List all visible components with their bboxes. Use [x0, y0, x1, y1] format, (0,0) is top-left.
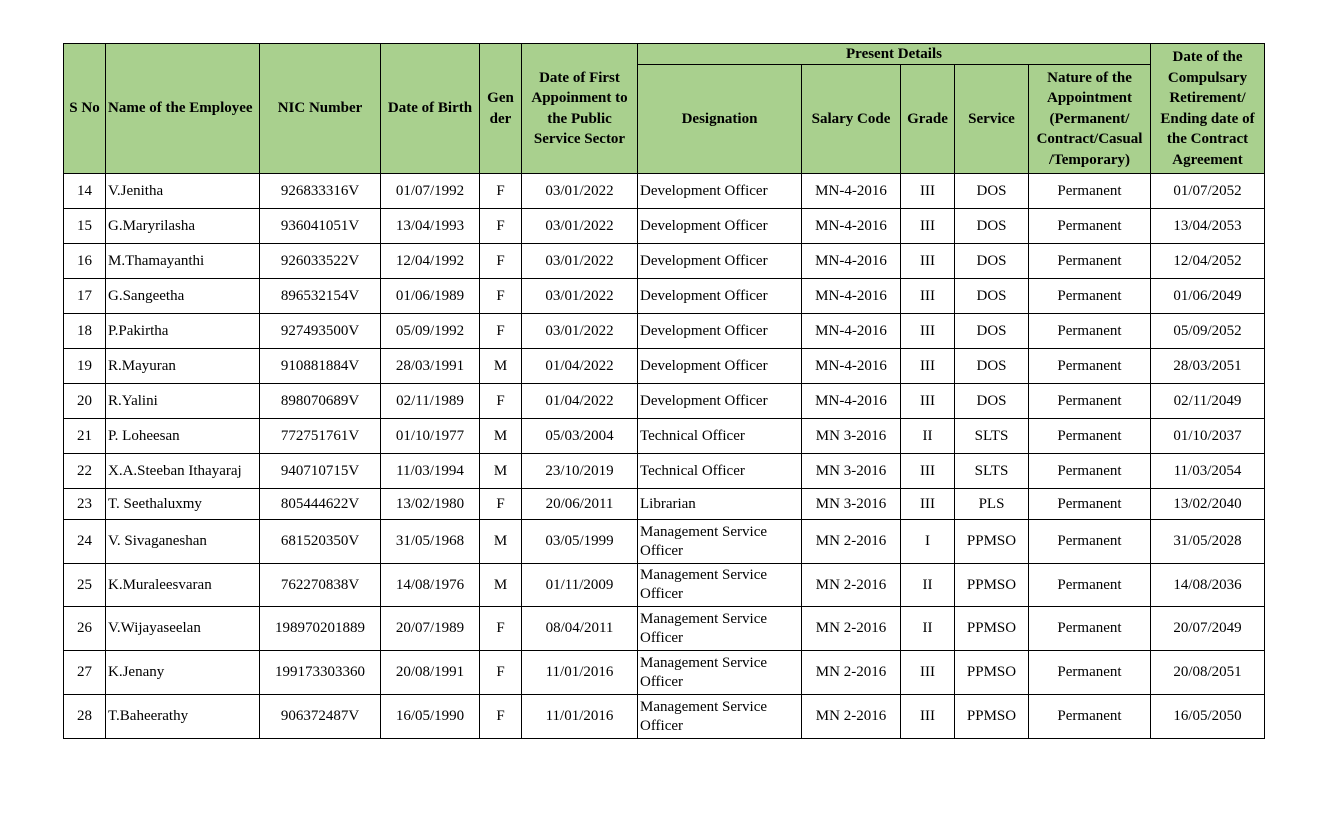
cell-nic: 926833316V: [260, 174, 381, 209]
cell-grade: II: [901, 564, 955, 607]
header-dob: Date of Birth: [381, 44, 480, 174]
cell-grade: III: [901, 695, 955, 739]
cell-grade: II: [901, 607, 955, 651]
cell-service: PPMSO: [955, 520, 1029, 564]
cell-designation: Librarian: [638, 489, 802, 520]
cell-gender: F: [480, 651, 522, 695]
cell-nature: Permanent: [1029, 314, 1151, 349]
cell-dob: 12/04/1992: [381, 244, 480, 279]
cell-gender: F: [480, 607, 522, 651]
cell-sno: 14: [64, 174, 106, 209]
cell-name: V.Wijayaseelan: [106, 607, 260, 651]
cell-nic: 906372487V: [260, 695, 381, 739]
cell-name: X.A.Steeban Ithayaraj: [106, 454, 260, 489]
cell-designation: Development Officer: [638, 174, 802, 209]
header-sno: S No: [64, 44, 106, 174]
cell-name: P. Loheesan: [106, 419, 260, 454]
cell-first-appointment: 03/01/2022: [522, 209, 638, 244]
cell-nature: Permanent: [1029, 520, 1151, 564]
cell-nature: Permanent: [1029, 454, 1151, 489]
cell-dob: 01/06/1989: [381, 279, 480, 314]
header-grade: Grade: [901, 65, 955, 174]
table-row: [64, 209, 1265, 244]
cell-name: K.Muraleesvaran: [106, 564, 260, 607]
table-row: [64, 520, 1265, 564]
cell-grade: III: [901, 244, 955, 279]
table-row: [64, 489, 1265, 520]
cell-sno: 15: [64, 209, 106, 244]
cell-service: PPMSO: [955, 651, 1029, 695]
cell-nic: 940710715V: [260, 454, 381, 489]
table-row: [64, 695, 1265, 739]
cell-designation: Technical Officer: [638, 454, 802, 489]
cell-grade: III: [901, 384, 955, 419]
cell-service: PPMSO: [955, 564, 1029, 607]
cell-nic: 681520350V: [260, 520, 381, 564]
header-service: Service: [955, 65, 1029, 174]
cell-service: DOS: [955, 174, 1029, 209]
cell-salary-code: MN-4-2016: [802, 209, 901, 244]
cell-gender: M: [480, 454, 522, 489]
cell-dob: 01/10/1977: [381, 419, 480, 454]
cell-salary-code: MN-4-2016: [802, 279, 901, 314]
cell-grade: III: [901, 314, 955, 349]
cell-nic: 896532154V: [260, 279, 381, 314]
cell-name: G.Sangeetha: [106, 279, 260, 314]
cell-salary-code: MN 2-2016: [802, 651, 901, 695]
cell-nature: Permanent: [1029, 244, 1151, 279]
table-row: [64, 384, 1265, 419]
cell-dob: 28/03/1991: [381, 349, 480, 384]
cell-nature: Permanent: [1029, 419, 1151, 454]
cell-name: R.Yalini: [106, 384, 260, 419]
cell-service: SLTS: [955, 419, 1029, 454]
cell-first-appointment: 01/04/2022: [522, 349, 638, 384]
cell-retirement: 01/06/2049: [1151, 279, 1265, 314]
cell-first-appointment: 01/11/2009: [522, 564, 638, 607]
table-row: [64, 607, 1265, 651]
cell-dob: 05/09/1992: [381, 314, 480, 349]
cell-sno: 27: [64, 651, 106, 695]
cell-service: DOS: [955, 244, 1029, 279]
cell-sno: 26: [64, 607, 106, 651]
cell-designation: Management Service Officer: [638, 520, 802, 564]
header-gender: Gen der: [480, 44, 522, 174]
table-row: [64, 244, 1265, 279]
cell-nic: 898070689V: [260, 384, 381, 419]
cell-sno: 22: [64, 454, 106, 489]
cell-service: DOS: [955, 314, 1029, 349]
cell-first-appointment: 03/01/2022: [522, 244, 638, 279]
cell-sno: 17: [64, 279, 106, 314]
cell-service: PLS: [955, 489, 1029, 520]
cell-salary-code: MN-4-2016: [802, 314, 901, 349]
table-row: [64, 419, 1265, 454]
cell-designation: Management Service Officer: [638, 695, 802, 739]
cell-retirement: 05/09/2052: [1151, 314, 1265, 349]
cell-grade: III: [901, 209, 955, 244]
cell-designation: Development Officer: [638, 209, 802, 244]
cell-service: SLTS: [955, 454, 1029, 489]
cell-gender: F: [480, 244, 522, 279]
header-row: [64, 44, 1265, 65]
cell-dob: 31/05/1968: [381, 520, 480, 564]
cell-grade: III: [901, 279, 955, 314]
cell-nic: 805444622V: [260, 489, 381, 520]
header-salary-code: Salary Code: [802, 65, 901, 174]
cell-sno: 21: [64, 419, 106, 454]
cell-service: DOS: [955, 279, 1029, 314]
cell-name: R.Mayuran: [106, 349, 260, 384]
cell-name: T.Baheerathy: [106, 695, 260, 739]
table-row: [64, 349, 1265, 384]
cell-nature: Permanent: [1029, 564, 1151, 607]
header-nature: Nature of the Appointment (Permanent/ Contract/Casual /Temporary): [1029, 65, 1151, 174]
cell-gender: F: [480, 209, 522, 244]
cell-salary-code: MN 2-2016: [802, 520, 901, 564]
cell-salary-code: MN 3-2016: [802, 419, 901, 454]
cell-sno: 25: [64, 564, 106, 607]
cell-dob: 20/07/1989: [381, 607, 480, 651]
cell-nic: 926033522V: [260, 244, 381, 279]
cell-nature: Permanent: [1029, 279, 1151, 314]
cell-designation: Management Service Officer: [638, 564, 802, 607]
cell-grade: III: [901, 489, 955, 520]
table-row: [64, 314, 1265, 349]
cell-dob: 13/04/1993: [381, 209, 480, 244]
table-row: [64, 174, 1265, 209]
header-first-appointment: Date of First Appoinment to the Public Service Sector: [522, 44, 638, 174]
cell-sno: 19: [64, 349, 106, 384]
cell-sno: 18: [64, 314, 106, 349]
cell-name: T. Seethaluxmy: [106, 489, 260, 520]
employee-table: [63, 43, 1265, 739]
cell-retirement: 20/07/2049: [1151, 607, 1265, 651]
cell-dob: 16/05/1990: [381, 695, 480, 739]
cell-sno: 28: [64, 695, 106, 739]
table-row: [64, 454, 1265, 489]
cell-nic: 936041051V: [260, 209, 381, 244]
cell-retirement: 31/05/2028: [1151, 520, 1265, 564]
cell-dob: 14/08/1976: [381, 564, 480, 607]
cell-grade: III: [901, 349, 955, 384]
cell-designation: Development Officer: [638, 384, 802, 419]
cell-first-appointment: 03/01/2022: [522, 279, 638, 314]
cell-designation: Development Officer: [638, 279, 802, 314]
cell-salary-code: MN 2-2016: [802, 607, 901, 651]
cell-gender: M: [480, 520, 522, 564]
cell-first-appointment: 03/01/2022: [522, 314, 638, 349]
cell-grade: III: [901, 651, 955, 695]
cell-gender: M: [480, 349, 522, 384]
cell-gender: M: [480, 419, 522, 454]
cell-first-appointment: 20/06/2011: [522, 489, 638, 520]
cell-gender: F: [480, 314, 522, 349]
cell-grade: III: [901, 174, 955, 209]
cell-gender: F: [480, 279, 522, 314]
cell-salary-code: MN-4-2016: [802, 349, 901, 384]
cell-gender: F: [480, 489, 522, 520]
cell-nature: Permanent: [1029, 384, 1151, 419]
header-retirement: Date of the Compulsary Retirement/ Ending date of the Contract Agreement: [1151, 44, 1265, 174]
cell-salary-code: MN 3-2016: [802, 454, 901, 489]
cell-salary-code: MN-4-2016: [802, 384, 901, 419]
cell-service: DOS: [955, 384, 1029, 419]
table-row: [64, 564, 1265, 607]
cell-nature: Permanent: [1029, 209, 1151, 244]
cell-designation: Technical Officer: [638, 419, 802, 454]
cell-retirement: 02/11/2049: [1151, 384, 1265, 419]
cell-retirement: 12/04/2052: [1151, 244, 1265, 279]
cell-retirement: 14/08/2036: [1151, 564, 1265, 607]
cell-nature: Permanent: [1029, 349, 1151, 384]
header-present-details: Present Details: [638, 44, 1151, 65]
header-nic: NIC Number: [260, 44, 381, 174]
cell-name: V.Jenitha: [106, 174, 260, 209]
cell-grade: I: [901, 520, 955, 564]
cell-sno: 16: [64, 244, 106, 279]
cell-first-appointment: 03/01/2022: [522, 174, 638, 209]
cell-name: K.Jenany: [106, 651, 260, 695]
cell-name: V. Sivaganeshan: [106, 520, 260, 564]
cell-retirement: 28/03/2051: [1151, 349, 1265, 384]
cell-dob: 13/02/1980: [381, 489, 480, 520]
cell-nic: 199173303360: [260, 651, 381, 695]
cell-retirement: 01/07/2052: [1151, 174, 1265, 209]
cell-designation: Development Officer: [638, 349, 802, 384]
cell-retirement: 01/10/2037: [1151, 419, 1265, 454]
cell-grade: III: [901, 454, 955, 489]
cell-service: PPMSO: [955, 695, 1029, 739]
cell-first-appointment: 23/10/2019: [522, 454, 638, 489]
cell-nic: 927493500V: [260, 314, 381, 349]
cell-gender: F: [480, 695, 522, 739]
table-row: [64, 651, 1265, 695]
table-row: [64, 279, 1265, 314]
header-name: Name of the Employee: [106, 44, 260, 174]
cell-sno: 20: [64, 384, 106, 419]
cell-retirement: 13/04/2053: [1151, 209, 1265, 244]
cell-first-appointment: 11/01/2016: [522, 695, 638, 739]
cell-retirement: 11/03/2054: [1151, 454, 1265, 489]
cell-salary-code: MN 3-2016: [802, 489, 901, 520]
cell-salary-code: MN 2-2016: [802, 564, 901, 607]
cell-dob: 01/07/1992: [381, 174, 480, 209]
cell-nic: 762270838V: [260, 564, 381, 607]
cell-salary-code: MN-4-2016: [802, 174, 901, 209]
cell-nature: Permanent: [1029, 695, 1151, 739]
cell-first-appointment: 11/01/2016: [522, 651, 638, 695]
cell-designation: Development Officer: [638, 314, 802, 349]
cell-nic: 198970201889: [260, 607, 381, 651]
cell-name: P.Pakirtha: [106, 314, 260, 349]
cell-first-appointment: 08/04/2011: [522, 607, 638, 651]
cell-gender: F: [480, 174, 522, 209]
cell-nature: Permanent: [1029, 174, 1151, 209]
cell-designation: Management Service Officer: [638, 607, 802, 651]
cell-nic: 910881884V: [260, 349, 381, 384]
cell-retirement: 20/08/2051: [1151, 651, 1265, 695]
cell-designation: Management Service Officer: [638, 651, 802, 695]
cell-first-appointment: 05/03/2004: [522, 419, 638, 454]
cell-service: DOS: [955, 349, 1029, 384]
cell-name: G.Maryrilasha: [106, 209, 260, 244]
cell-service: PPMSO: [955, 607, 1029, 651]
cell-sno: 24: [64, 520, 106, 564]
cell-nature: Permanent: [1029, 607, 1151, 651]
cell-gender: F: [480, 384, 522, 419]
cell-first-appointment: 01/04/2022: [522, 384, 638, 419]
header-designation: Designation: [638, 65, 802, 174]
cell-designation: Development Officer: [638, 244, 802, 279]
cell-grade: II: [901, 419, 955, 454]
cell-name: M.Thamayanthi: [106, 244, 260, 279]
cell-nature: Permanent: [1029, 489, 1151, 520]
cell-dob: 02/11/1989: [381, 384, 480, 419]
cell-nic: 772751761V: [260, 419, 381, 454]
cell-dob: 20/08/1991: [381, 651, 480, 695]
cell-retirement: 16/05/2050: [1151, 695, 1265, 739]
cell-dob: 11/03/1994: [381, 454, 480, 489]
cell-nature: Permanent: [1029, 651, 1151, 695]
cell-salary-code: MN-4-2016: [802, 244, 901, 279]
cell-sno: 23: [64, 489, 106, 520]
cell-salary-code: MN 2-2016: [802, 695, 901, 739]
cell-first-appointment: 03/05/1999: [522, 520, 638, 564]
cell-service: DOS: [955, 209, 1029, 244]
cell-gender: M: [480, 564, 522, 607]
cell-retirement: 13/02/2040: [1151, 489, 1265, 520]
